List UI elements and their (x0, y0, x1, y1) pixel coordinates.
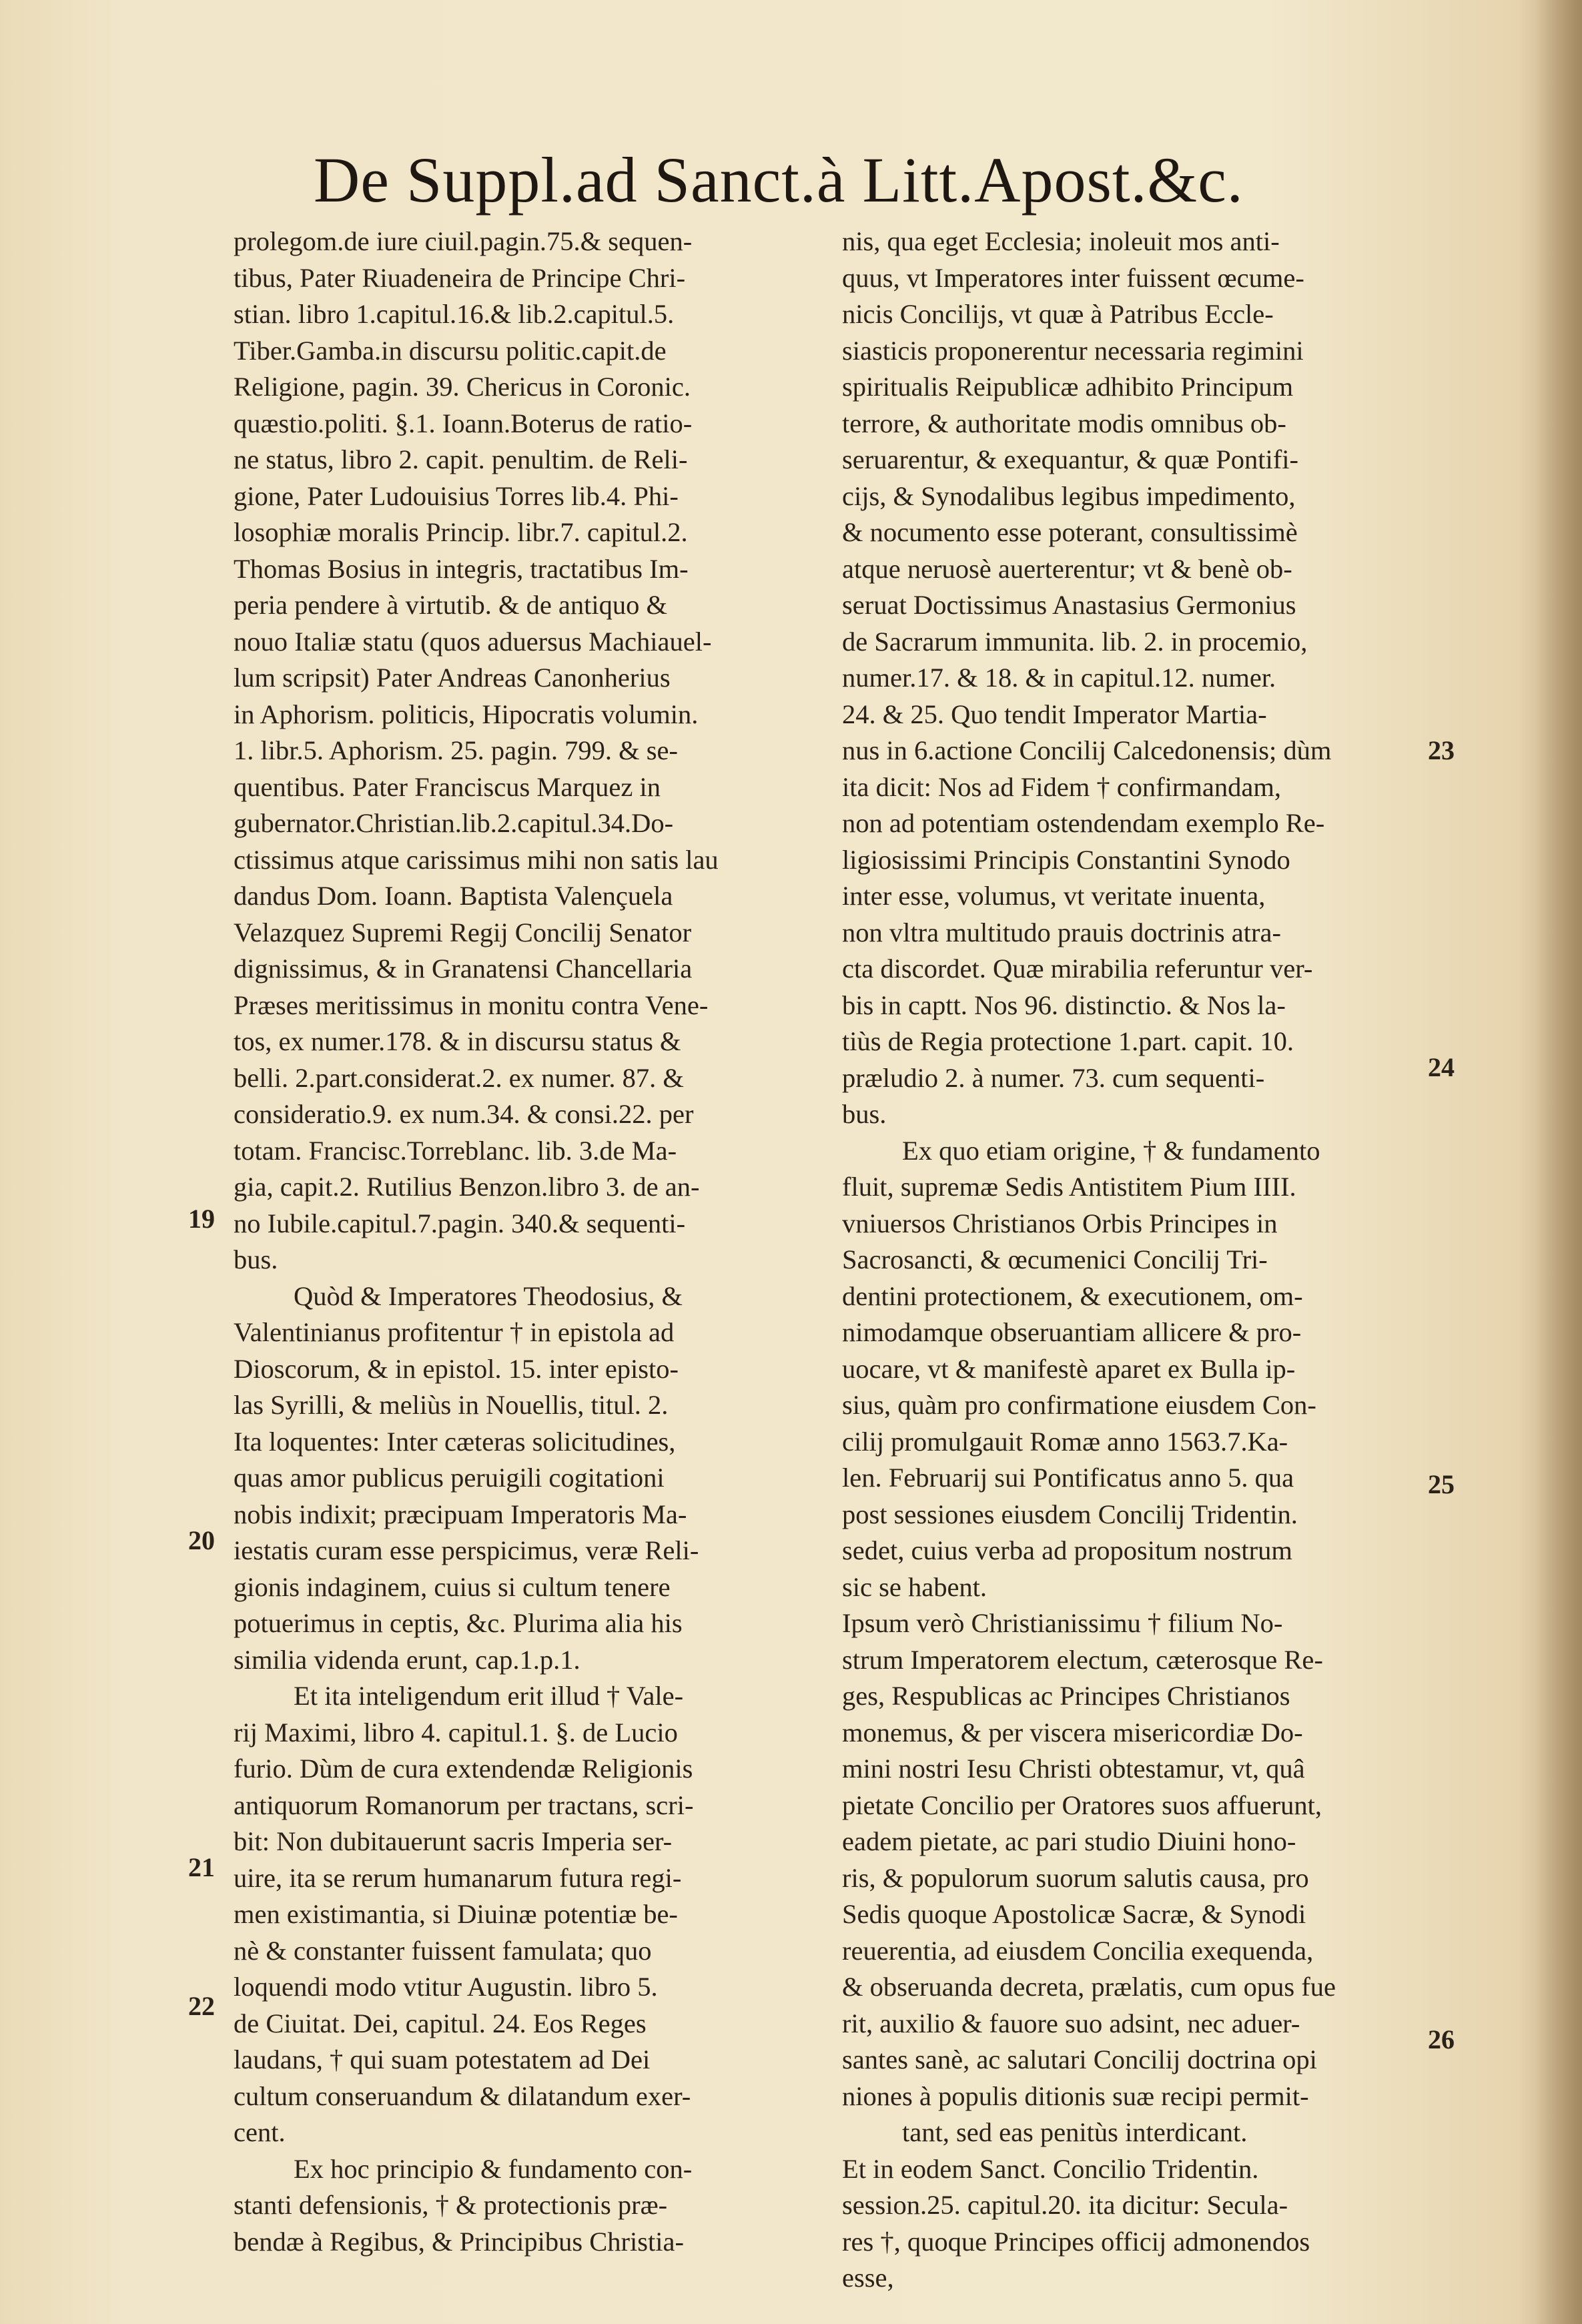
left-column-line: bus. (234, 1244, 278, 1274)
right-column-line: len. Februarij sui Pontificatus anno 5. qua (842, 1463, 1294, 1493)
left-column-line: Dioscorum, & in epistol. 15. inter episto- (234, 1353, 679, 1384)
left-column-line: similia videnda erunt, cap.1.p.1. (234, 1644, 580, 1675)
right-column-line: sedet, cuius verba ad propositum nostrum (842, 1535, 1292, 1565)
left-column-line: rij Maximi, libro 4. capitul.1. §. de Lucio (234, 1717, 678, 1748)
right-column-line: seruarentur, & exequantur, & quæ Pontifi- (842, 444, 1298, 474)
left-column-line: loquendi modo vtitur Augustin. libro 5. (234, 1972, 658, 2002)
right-column-line: spiritualis Reipublicæ adhibito Principum (842, 372, 1294, 402)
right-column-line: esse, (842, 2263, 894, 2293)
left-column-line: belli. 2.part.considerat.2. ex numer. 87. & (234, 1062, 684, 1093)
right-column-line: uocare, vt & manifestè aparet ex Bulla ip- (842, 1353, 1296, 1384)
left-column-line: Religione, pagin. 39. Chericus in Coronic. (234, 372, 691, 402)
right-column-line: eadem pietate, ac pari studio Diuini hono- (842, 1826, 1296, 1856)
left-column-line: nobis indixit; præcipuam Imperatoris Ma- (234, 1499, 687, 1529)
right-column-line: numer.17. & 18. & in capitul.12. numer. (842, 663, 1276, 693)
right-column-line: sic se habent. (842, 1571, 987, 1602)
left-column-line: cent. (234, 2117, 286, 2147)
right-column-line: nus in 6.actione Concilij Calcedonensis; dùm (842, 735, 1332, 765)
left-column-line: bendæ à Regibus, & Principibus Christia- (234, 2226, 684, 2257)
left-column-line: quas amor publicus peruigili cogitationi (234, 1463, 665, 1493)
right-column-line: ligiosissimi Principis Constantini Synodo (842, 844, 1290, 875)
left-column-line: de Ciuitat. Dei, capitul. 24. Eos Reges (234, 2008, 647, 2038)
right-column-line: bus. (842, 1099, 887, 1129)
right-column-line: tant, sed eas penitùs interdicant. (902, 2117, 1248, 2147)
left-column-line: tibus, Pater Riuadeneira de Principe Chri- (234, 262, 686, 293)
left-column-line: potuerimus in ceptis, &c. Plurima alia his (234, 1608, 683, 1638)
right-column-line: vniuersos Christianos Orbis Principes in (842, 1208, 1278, 1238)
right-column-line: mini nostri Iesu Christi obtestamur, vt, quâ (842, 1754, 1305, 1784)
left-column-line: ne status, libro 2. capit. penultim. de Reli- (234, 444, 688, 474)
right-column-line: de Sacrarum immunita. lib. 2. in procemio, (842, 626, 1308, 657)
margin-number-19: 19 (188, 1204, 215, 1234)
right-column-line: tiùs de Regia protectione 1.part. capit. 10. (842, 1026, 1294, 1056)
right-column-line: non ad potentiam ostendendam exemplo Re- (842, 808, 1325, 838)
right-column-line: rit, auxilio & fauore suo adsint, nec aduer- (842, 2008, 1300, 2038)
right-column-line: cijs, & Synodalibus legibus impedimento, (842, 480, 1296, 511)
left-column-line: gionis indaginem, cuius si cultum tenere (234, 1571, 671, 1602)
left-column-line: stanti defensionis, † & protectionis præ- (234, 2190, 668, 2220)
right-column-line: Ex quo etiam origine, † & fundamento (902, 1135, 1320, 1166)
left-column-line: totam. Francisc.Torreblanc. lib. 3.de Ma- (234, 1135, 677, 1166)
left-column-line: Valentinianus profitentur † in epistola ad (234, 1317, 675, 1347)
right-column-line: Sedis quoque Apostolicæ Sacræ, & Synodi (842, 1899, 1306, 1929)
right-column-line: bis in captt. Nos 96. distinctio. & Nos la- (842, 990, 1286, 1020)
right-column-line: Ipsum verò Christianissimu † filium No- (842, 1608, 1283, 1638)
left-column-line: in Aphorism. politicis, Hipocratis volumin. (234, 699, 699, 729)
right-column-line: & nocumento esse poterant, consultissimè (842, 517, 1298, 547)
left-column-line: iestatis curam esse perspicimus, veræ Reli- (234, 1535, 699, 1565)
margin-number-22: 22 (188, 1991, 215, 2021)
right-column-line: ita dicit: Nos ad Fidem † confirmandam, (842, 771, 1281, 802)
right-column-line: session.25. capitul.20. ita dicitur: Secula- (842, 2190, 1288, 2220)
margin-number-23: 23 (1428, 735, 1455, 765)
right-column-line: cilij promulgauit Romæ anno 1563.7.Ka- (842, 1426, 1288, 1457)
left-column-line: gione, Pater Ludouisius Torres lib.4. Phi- (234, 480, 679, 511)
right-column-line: & obseruanda decreta, prælatis, cum opus fue (842, 1972, 1336, 2002)
right-column-line: ges, Respublicas ac Principes Christianos (842, 1681, 1290, 1711)
running-head: De Suppl.ad Sanct.à Litt.Apost.&c. (314, 144, 1244, 216)
right-column-line: Sacrosancti, & œcumenici Concilij Tri- (842, 1244, 1268, 1274)
right-column-line: niones à populis ditionis suæ recipi permit- (842, 2080, 1309, 2111)
right-column-line: nis, qua eget Ecclesia; inoleuit mos anti- (842, 226, 1280, 256)
right-column-line: reuerentia, ad eiusdem Concilia exequenda, (842, 1935, 1314, 1966)
left-column-line: Velazquez Supremi Regij Concilij Senator (234, 917, 692, 947)
right-column-line: post sessiones eiusdem Concilij Tridentin. (842, 1499, 1298, 1529)
margin-number-26: 26 (1428, 2024, 1455, 2054)
left-column-line: consideratio.9. ex num.34. & consi.22. per (234, 1099, 694, 1129)
right-column-line: nimodamque obseruantiam allicere & pro- (842, 1317, 1302, 1347)
left-column-line: no Iubile.capitul.7.pagin. 340.& sequenti- (234, 1208, 686, 1238)
right-column-line: Et in eodem Sanct. Concilio Tridentin. (842, 2153, 1259, 2184)
left-column (234, 224, 821, 2260)
left-column-line: Tiber.Gamba.in discursu politic.capit.de (234, 335, 667, 366)
right-column-line: nicis Concilijs, vt quæ à Patribus Eccle- (842, 299, 1274, 329)
left-column-line: Thomas Bosius in integris, tractatibus Im- (234, 553, 689, 584)
right-column-line: dentini protectionem, & executionem, om- (842, 1280, 1303, 1311)
right-column-line: non vltra multitudo prauis doctrinis atra- (842, 917, 1281, 947)
right-column-line: præludio 2. à numer. 73. cum sequenti- (842, 1062, 1265, 1093)
left-column-line: prolegom.de iure ciuil.pagin.75.& sequen- (234, 226, 693, 256)
right-column-line: quus, vt Imperatores inter fuissent œcume- (842, 262, 1304, 293)
left-column-line: nè & constanter fuissent famulata; quo (234, 1935, 652, 1966)
left-column-line: Quòd & Imperatores Theodosius, & (294, 1280, 683, 1311)
left-column-line: ctissimus atque carissimus mihi non satis lau (234, 844, 719, 875)
left-column-line: Ex hoc principio & fundamento con- (294, 2153, 693, 2184)
right-column-line: fluit, supremæ Sedis Antistitem Pium IIII. (842, 1172, 1296, 1202)
right-column-line: ris, & populorum suorum salutis causa, pro (842, 1862, 1309, 1893)
left-column-line: Præses meritissimus in monitu contra Vene- (234, 990, 709, 1020)
right-column-line: strum Imperatorem electum, cæterosque Re- (842, 1644, 1323, 1675)
right-column-line: santes sanè, ac salutari Concilij doctrina opi (842, 2044, 1317, 2074)
margin-number-24: 24 (1428, 1052, 1455, 1082)
right-column-line: seruat Doctissimus Anastasius Germonius (842, 590, 1296, 620)
left-column-line: Ita loquentes: Inter cæteras solicitudines, (234, 1426, 676, 1457)
left-column-line: uire, ita se rerum humanarum futura regi- (234, 1862, 682, 1893)
left-column-line: peria pendere à virtutib. & de antiquo & (234, 590, 668, 620)
left-column-line: las Syrilli, & meliùs in Nouellis, titul. 2. (234, 1390, 669, 1420)
left-column-line: quentibus. Pater Franciscus Marquez in (234, 771, 661, 802)
right-column-line: cta discordet. Quæ mirabilia referuntur ver- (842, 953, 1313, 984)
left-column-line: laudans, † qui suam potestatem ad Dei (234, 2044, 651, 2074)
margin-number-21: 21 (188, 1852, 215, 1882)
left-column-line: Et ita inteligendum erit illud † Vale- (294, 1681, 684, 1711)
right-column-line: monemus, & per viscera misericordiæ Do- (842, 1717, 1303, 1748)
right-column-line: siasticis proponerentur necessaria regimini (842, 335, 1304, 366)
left-column-line: cultum conseruandum & dilatandum exer- (234, 2080, 691, 2111)
left-column-line: bit: Non dubitauerunt sacris Imperia ser- (234, 1826, 673, 1856)
left-column-line: tos, ex numer.178. & in discursu status & (234, 1026, 681, 1056)
left-column-line: stian. libro 1.capitul.16.& lib.2.capitul.5. (234, 299, 675, 329)
margin-number-20: 20 (188, 1525, 215, 1555)
left-column-line: gia, capit.2. Rutilius Benzon.libro 3. de an- (234, 1172, 700, 1202)
right-column-line: inter esse, volumus, vt veritate inuenta, (842, 881, 1266, 911)
left-column-line: quæstio.politi. §.1. Ioann.Boterus de ratio- (234, 408, 693, 438)
right-column (842, 224, 1429, 2297)
left-column-line: 1. libr.5. Aphorism. 25. pagin. 799. & se- (234, 735, 678, 765)
margin-number-25: 25 (1428, 1469, 1455, 1499)
right-column-line: res †, quoque Principes officij admonendos (842, 2226, 1310, 2257)
left-column-line: dandus Dom. Ioann. Baptista Valençuela (234, 881, 673, 911)
page-gutter-shadow (1535, 0, 1582, 2324)
right-column-line: terrore, & authoritate modis omnibus ob- (842, 408, 1286, 438)
right-column-line: sius, quàm pro confirmatione eiusdem Con- (842, 1390, 1316, 1420)
left-column-line: antiquorum Romanorum per tractans, scri- (234, 1790, 694, 1820)
right-column-line: atque neruosè auerterentur; vt & benè ob- (842, 553, 1292, 584)
left-column-line: dignissimus, & in Granatensi Chancellaria (234, 953, 693, 984)
left-column-line: men existimantia, si Diuinæ potentiæ be- (234, 1899, 678, 1929)
left-column-line: gubernator.Christian.lib.2.capitul.34.Do- (234, 808, 674, 838)
left-column-line: losophiæ moralis Princip. libr.7. capitul.2. (234, 517, 688, 547)
left-column-line: furio. Dùm de cura extendendæ Religionis (234, 1754, 693, 1784)
left-column-line: lum scripsit) Pater Andreas Canonherius (234, 663, 671, 693)
right-column-line: pietate Concilio per Oratores suos affuerunt, (842, 1790, 1322, 1820)
right-column-line: 24. & 25. Quo tendit Imperator Martia- (842, 699, 1267, 729)
left-column-line: nouo Italiæ statu (quos aduersus Machiauel- (234, 626, 712, 657)
